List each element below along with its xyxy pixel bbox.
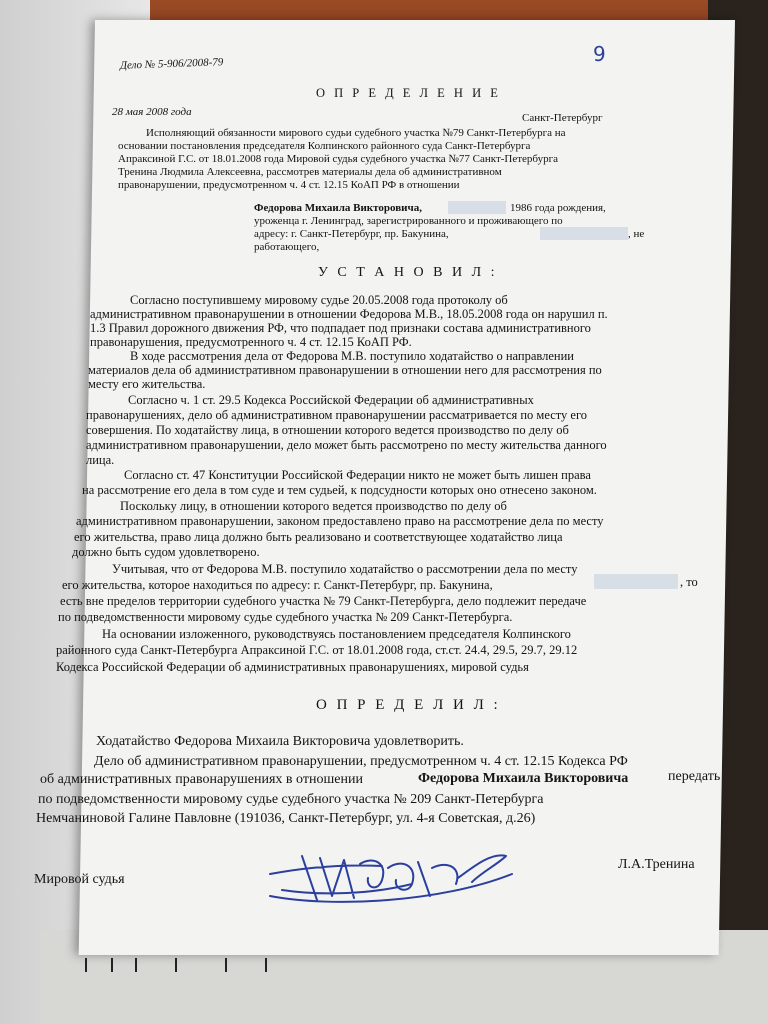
established-line-21: есть вне пределов территории судебного участка № 79 Санкт-Петербурга, дело подлежит передаче xyxy=(60,594,587,608)
established-line-6: материалов дела об административном правонарушении в отношении него для рассмотрения по xyxy=(88,363,602,377)
redacted-residence-address xyxy=(594,574,678,589)
established-line-4: правонарушения, предусмотренного ч. 4 ст. 12.15 КоАП РФ. xyxy=(90,335,412,349)
case-number: Дело № 5-906/2008-79 xyxy=(119,56,224,72)
established-line-23: На основании изложенного, руководствуясь постановлением председателя Колпинского xyxy=(102,627,571,641)
established-line-2: административном правонарушении в отношении Федорова М.В., 18.05.2008 года он нарушил п. xyxy=(90,307,608,321)
decided-person-name: Федорова Михаила Викторовича xyxy=(418,771,629,786)
decided-line-6: Немчаниновой Галине Павловне (191036, Санкт-Петербург, ул. 4-я Советская, д.26) xyxy=(36,811,536,826)
established-line-20: его жительства, которое находиться по адресу: г. Санкт-Петербург, пр. Бакунина, xyxy=(62,578,493,592)
established-line-13: Согласно ст. 47 Конституции Российской Федерации никто не может быть лишен права xyxy=(124,468,591,482)
decided-line-2: Дело об административном правонарушении, предусмотренном ч. 4 ст. 12.15 Кодекса РФ xyxy=(94,754,628,769)
redacted-birthdate xyxy=(448,201,506,214)
established-line-8: Согласно ч. 1 ст. 29.5 Кодекса Российской Федерации об административных xyxy=(128,393,534,407)
person-line-1: уроженца г. Ленинград, зарегистрированного и проживающего по xyxy=(254,215,563,227)
established-line-11: административном правонарушении, дело может быть рассмотрено по месту жительства данного xyxy=(86,438,607,452)
decided-line-1: Ходатайство Федорова Михаила Викторовича удовлетворить. xyxy=(96,734,464,749)
intro-line-4: Тренина Людмила Алексеевна, рассмотрев материалы дела об административном xyxy=(118,166,502,178)
established-line-15: Поскольку лицу, в отношении которого ведется производство по делу об xyxy=(120,499,507,513)
intro-line-5: правонарушении, предусмотренном ч. 4 ст. 12.15 КоАП РФ в отношении xyxy=(118,179,460,191)
established-line-25: Кодекса Российской Федерации об административных правонарушениях, мировой судья xyxy=(56,660,529,674)
decided-line-3: об административных правонарушениях в отношении xyxy=(40,772,363,787)
intro-line-3: Апраксиной Г.С. от 18.01.2008 года Мировой судья судебного участка №77 Санкт-Петербурга xyxy=(118,153,558,165)
decided-heading: О П Р Е Д Е Л И Л : xyxy=(316,697,501,713)
person-line-3: работающего, xyxy=(254,241,320,253)
established-line-18: должно быть судом удовлетворено. xyxy=(72,545,260,559)
decided-line-5: по подведомственности мировому судье судебного участка № 209 Санкт-Петербурга xyxy=(38,792,544,807)
established-heading: У С Т А Н О В И Л : xyxy=(318,265,498,280)
signature-scribble xyxy=(262,838,522,910)
person-birth-year: 1986 года рождения, xyxy=(510,202,606,214)
intro-line-1: Исполняющий обязанности мирового судьи судебного участка №79 Санкт-Петербурга на xyxy=(146,127,566,139)
established-line-1: Согласно поступившему мировому судье 20.05.2008 года протоколу об xyxy=(130,293,508,307)
signature-name: Л.А.Тренина xyxy=(618,857,695,872)
person-not-label: , не xyxy=(628,228,645,240)
established-line-7: месту его жительства. xyxy=(88,377,206,391)
established-to: , то xyxy=(680,575,698,589)
person-name: Федорова Михаила Викторовича, xyxy=(254,202,422,214)
established-line-19: Учитывая, что от Федорова М.В. поступило ходатайство о рассмотрении дела по месту xyxy=(112,562,578,576)
established-line-12: лица. xyxy=(86,453,115,467)
intro-line-2: основании постановления председателя Колпинского районного суда Санкт-Петербурга xyxy=(118,140,531,152)
established-line-9: правонарушениях, дело об административном правонарушении рассматривается по месту его xyxy=(86,408,588,422)
page-number: 9 xyxy=(593,42,606,66)
document-date: 28 мая 2008 года xyxy=(112,106,192,118)
established-line-24: районного суда Санкт-Петербурга Апраксиной Г.С. от 18.01.2008 года, ст.ст. 24.4, 29.5, 29.7, 29.12 xyxy=(56,643,578,657)
signature-label: Мировой судья xyxy=(34,872,125,887)
redacted-address xyxy=(540,227,628,240)
document-title: О П Р Е Д Е Л Е Н И Е xyxy=(316,86,501,100)
document-city: Санкт-Петербург xyxy=(522,112,603,124)
established-line-5: В ходе рассмотрения дела от Федорова М.В. поступило ходатайство о направлении xyxy=(130,349,574,363)
established-line-14: на рассмотрение его дела в том суде и тем судьей, к подсудности которых оно отнесено законом. xyxy=(82,483,597,497)
person-line-2: адресу: г. Санкт-Петербург, пр. Бакунина, xyxy=(254,228,449,240)
established-line-10: совершения. По ходатайству лица, в отношении которого ведется производство по делу об xyxy=(86,423,569,437)
established-line-3: 1.3 Правил дорожного движения РФ, что подпадает под признаки состава административного xyxy=(90,321,591,335)
established-line-17: его жительства, право лица должно быть реализовано и соответствующее ходатайство лица xyxy=(74,530,563,544)
decided-transfer-word: передать xyxy=(668,769,721,784)
established-line-22: по подведомственности мировому судье судебного участка № 209 Санкт-Петербурга. xyxy=(58,610,513,624)
established-line-16: административном правонарушении, законом предоставлено право на рассмотрение дела по месту xyxy=(76,514,604,528)
binding-ticks xyxy=(85,958,295,972)
